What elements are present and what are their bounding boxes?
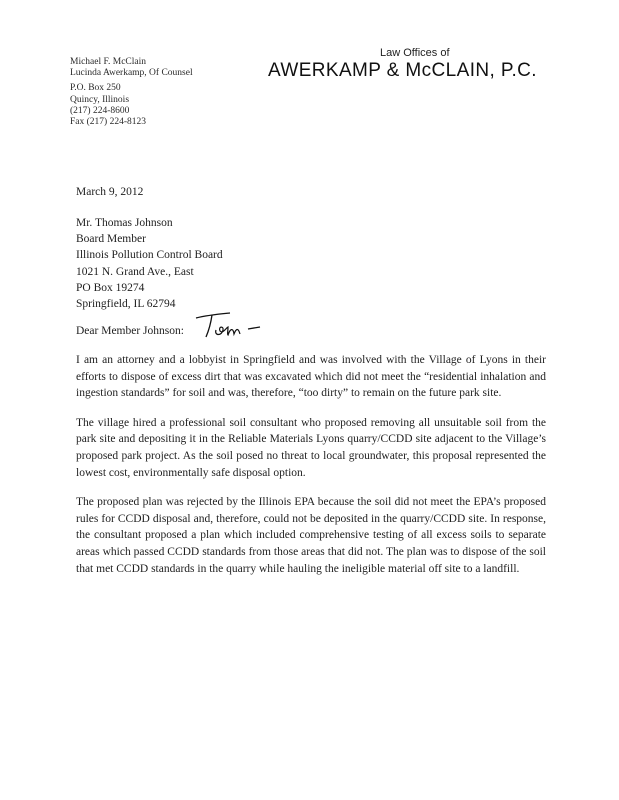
firm-name: AWERKAMP & McCLAIN, P.C. xyxy=(268,60,537,81)
letterhead-attorneys xyxy=(70,57,193,128)
recipient-street: 1021 N. Grand Ave., East xyxy=(76,265,194,278)
recipient-po-box: PO Box 19274 xyxy=(76,281,145,294)
signature-stroke-om xyxy=(216,327,240,335)
law-offices-label: Law Offices of xyxy=(380,47,450,59)
recipient-address xyxy=(76,215,223,312)
signature-stroke-t-bar xyxy=(196,313,230,318)
city-state: Quincy, Illinois xyxy=(70,94,130,105)
salutation: Dear Member Johnson: xyxy=(76,325,184,337)
recipient-title: Board Member xyxy=(76,233,146,246)
attorney-name: Michael F. McClain xyxy=(70,57,147,67)
recipient-organization: Illinois Pollution Control Board xyxy=(76,249,223,262)
signature-stroke-dash xyxy=(248,327,260,329)
body-paragraph-1: I am an attorney and a lobbyist in Springfield and was involved with the Village of Lyons in their efforts to dispose of excess dirt that was excavated which did not meet the “residential inhalation and ingestion standards” for soil and was, therefore, “too dirty” to remain on the future park site. xyxy=(76,354,546,400)
handwritten-signature xyxy=(190,310,270,340)
letter-body xyxy=(76,352,546,590)
body-paragraph-2: The village hired a professional soil consultant who proposed removing all unsuitable soil from the park site and depositing it in the Reliable Materials Lyons quarry/CCDD site adjacent to the Village’s proposed park project. As the soil posed no threat to local groundwater, this proposal represented the lowest cost, environmentally safe disposal option. xyxy=(76,416,546,479)
counsel-name: Lucinda Awerkamp, Of Counsel xyxy=(70,68,193,79)
recipient-name: Mr. Thomas Johnson xyxy=(76,217,173,229)
signature-stroke-t-stem xyxy=(206,315,212,337)
body-paragraph-3: The proposed plan was rejected by the Illinois EPA because the soil did not meet the EPA’s proposed rules for CCDD disposal and, therefore, could not be deposited in the quarry/CCDD site. In response, the consultant proposed a plan which included comprehensive testing of all excess soils to separate areas which passed CCDD standards from those areas that did not. The plan was to dispose of the soil that met CCDD standards in the quarry while hauling the ineligible material off site to a landfill. xyxy=(76,496,546,575)
recipient-city: Springfield, IL 62794 xyxy=(76,298,176,311)
letter-date: March 9, 2012 xyxy=(76,186,144,198)
fax-number: Fax (217) 224-8123 xyxy=(70,117,146,128)
phone-number: (217) 224-8600 xyxy=(70,105,130,116)
po-box: P.O. Box 250 xyxy=(70,83,121,94)
